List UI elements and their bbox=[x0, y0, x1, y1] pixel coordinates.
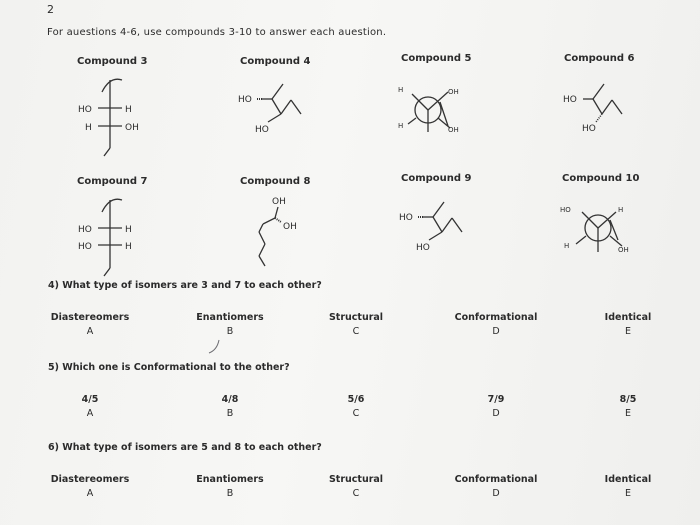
option-letter: B bbox=[226, 488, 234, 499]
q6-option-e[interactable] bbox=[590, 474, 666, 499]
option-letter: C bbox=[352, 488, 360, 499]
q4-option-d[interactable] bbox=[448, 312, 544, 337]
option-text: 8/5 bbox=[619, 394, 637, 405]
option-letter: E bbox=[624, 488, 631, 499]
atom-label: H bbox=[125, 242, 132, 252]
compound-6-structure bbox=[560, 78, 650, 148]
option-text: Identical bbox=[604, 474, 652, 485]
option-text: Diastereomers bbox=[50, 312, 130, 323]
option-text: Structural bbox=[328, 312, 384, 323]
option-text: 4/8 bbox=[221, 394, 239, 405]
atom-label: OH bbox=[448, 126, 459, 134]
atom-label: H bbox=[125, 105, 132, 115]
option-text: Structural bbox=[328, 474, 384, 485]
atom-label: H bbox=[125, 225, 132, 235]
atom-label: OH bbox=[283, 222, 297, 232]
atom-label: HO bbox=[399, 213, 413, 223]
option-text: 5/6 bbox=[347, 394, 365, 405]
option-text: Conformational bbox=[454, 312, 538, 323]
option-letter: B bbox=[226, 326, 234, 337]
atom-label: HO bbox=[238, 95, 252, 105]
question-6-text: 6) What type of isomers are 5 and 8 to each other? bbox=[48, 442, 322, 453]
atom-label: HO bbox=[563, 95, 577, 105]
option-text: Diastereomers bbox=[50, 474, 130, 485]
page-number: 2 bbox=[47, 3, 54, 16]
compound-9-structure bbox=[396, 198, 486, 268]
compound-5-structure bbox=[392, 80, 462, 142]
q5-option-e[interactable] bbox=[590, 394, 666, 419]
compound-10-label: Compound 10 bbox=[562, 173, 640, 184]
q5-option-d[interactable] bbox=[448, 394, 544, 419]
instructions: For auestions 4-6, use compounds 3-10 to answer each auestion. bbox=[47, 27, 387, 38]
atom-label: HO bbox=[78, 242, 92, 252]
atom-label: HO bbox=[255, 125, 269, 135]
q5-option-c[interactable] bbox=[316, 394, 396, 419]
option-text: Identical bbox=[604, 312, 652, 323]
atom-label: HO bbox=[582, 124, 596, 134]
q4-option-c[interactable] bbox=[316, 312, 396, 337]
q6-option-a[interactable] bbox=[50, 474, 130, 499]
atom-label: H bbox=[618, 206, 624, 214]
question-4-text: 4) What type of isomers are 3 and 7 to each other? bbox=[48, 280, 322, 291]
q5-option-a[interactable] bbox=[50, 394, 130, 419]
option-text: 7/9 bbox=[487, 394, 505, 405]
q6-option-b[interactable] bbox=[190, 474, 270, 499]
option-text: 4/5 bbox=[81, 394, 99, 405]
compound-8-structure bbox=[245, 192, 335, 274]
compound-10-structure bbox=[560, 196, 640, 262]
option-letter: D bbox=[492, 408, 500, 419]
compound-7-label: Compound 7 bbox=[77, 176, 148, 187]
option-letter: A bbox=[86, 326, 94, 337]
option-letter: E bbox=[624, 408, 631, 419]
option-letter: C bbox=[352, 326, 360, 337]
question-5-text: 5) Which one is Conformational to the other? bbox=[48, 362, 290, 373]
atom-label: H bbox=[398, 122, 404, 130]
compound-3-structure bbox=[70, 70, 160, 160]
pen-mark bbox=[205, 338, 225, 358]
atom-label: OH bbox=[618, 246, 629, 254]
atom-label: OH bbox=[448, 88, 459, 96]
compound-4-label: Compound 4 bbox=[240, 56, 311, 67]
atom-label: H bbox=[564, 242, 570, 250]
compound-8-label: Compound 8 bbox=[240, 176, 311, 187]
q4-option-a[interactable] bbox=[50, 312, 130, 337]
option-letter: C bbox=[352, 408, 360, 419]
atom-label: HO bbox=[560, 206, 571, 214]
atom-label: HO bbox=[78, 225, 92, 235]
option-letter: A bbox=[86, 488, 94, 499]
compound-5-label: Compound 5 bbox=[401, 53, 472, 64]
atom-label: H bbox=[398, 86, 404, 94]
option-letter: D bbox=[492, 488, 500, 499]
option-letter: A bbox=[86, 408, 94, 419]
q6-option-c[interactable] bbox=[316, 474, 396, 499]
compound-9-label: Compound 9 bbox=[401, 173, 472, 184]
option-letter: E bbox=[624, 326, 631, 337]
option-letter: B bbox=[226, 408, 234, 419]
atom-label: OH bbox=[272, 197, 286, 207]
compound-7-structure bbox=[70, 190, 160, 280]
option-text: Conformational bbox=[454, 474, 538, 485]
compound-4-structure bbox=[235, 78, 325, 148]
compound-3-label: Compound 3 bbox=[77, 56, 148, 67]
atom-label: H bbox=[85, 123, 92, 133]
q4-option-e[interactable] bbox=[590, 312, 666, 337]
option-text: Enantiomers bbox=[196, 474, 264, 485]
option-letter: D bbox=[492, 326, 500, 337]
atom-label: OH bbox=[125, 123, 139, 133]
q4-option-b[interactable] bbox=[190, 312, 270, 337]
compound-6-label: Compound 6 bbox=[564, 53, 635, 64]
q6-option-d[interactable] bbox=[448, 474, 544, 499]
option-text: Enantiomers bbox=[196, 312, 264, 323]
atom-label: HO bbox=[78, 105, 92, 115]
q5-option-b[interactable] bbox=[190, 394, 270, 419]
atom-label: HO bbox=[416, 243, 430, 253]
